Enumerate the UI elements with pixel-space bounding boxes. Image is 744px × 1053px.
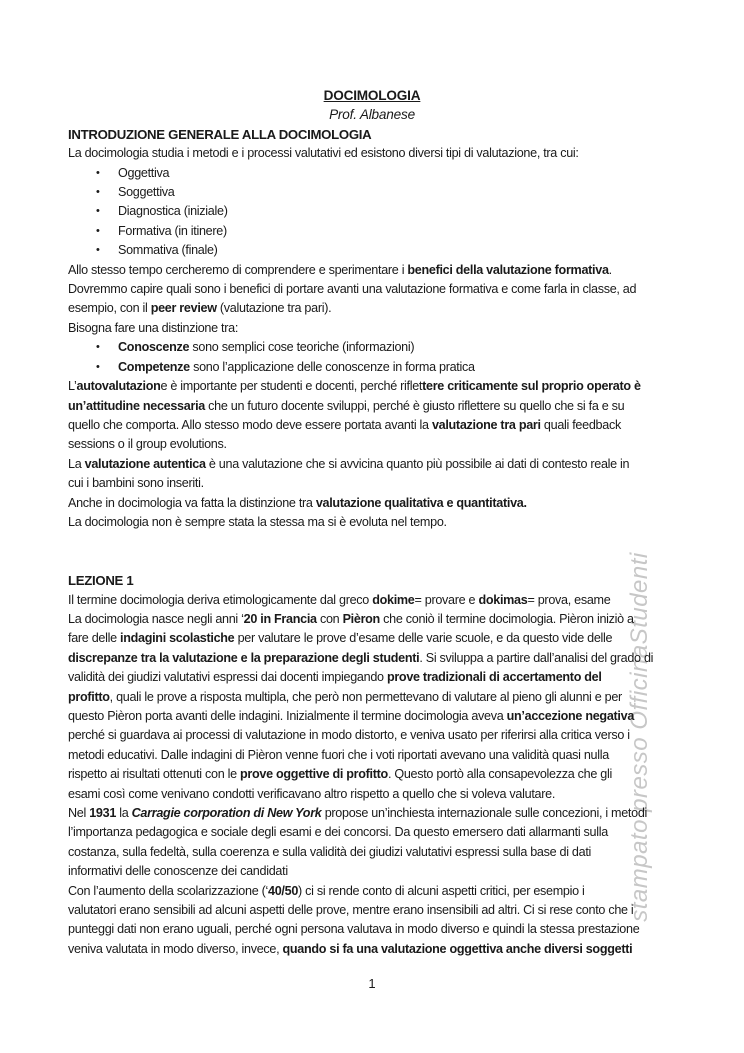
text-run: Anche in docimologia va fatta la distinzione tra [68,495,316,510]
text-run: (valutazione tra pari). [216,301,332,316]
text-run: Formativa (in itinere) [118,223,227,238]
bullet-text [118,222,227,241]
text-line [68,474,676,493]
text-run: informativi delle conoscenze dei candidati [68,864,288,879]
text-line [68,435,676,454]
text-run: La [68,456,85,471]
text-run: valutatori erano sensibili ad alcuni aspetti delle prove, mentre erano insensibili ad altri. Ci si rese conto che i [68,903,634,918]
text-run: Sommativa (finale) [118,243,218,258]
text-run: L’ [68,379,77,394]
text-run: è una valutazione che si avvicina quanto più possibile ai dati di contesto reale in [205,456,630,471]
text-line [68,746,676,765]
blank-space [68,532,676,571]
text-line [68,261,676,280]
document-header [68,86,676,125]
text-run: e è importante per studenti e docenti, perché riflet [160,379,423,394]
bullet-item [68,164,676,183]
bullet-text [118,241,218,260]
bullet-text [118,358,475,377]
text-run: tere criticamente sul proprio operato è [422,379,641,394]
page-number: 1 [368,976,376,991]
text-run: ) ci si rende conto di alcuni aspetti critici, per esempio i [298,883,585,898]
text-run: = provare e [414,592,479,607]
text-run: sono l’applicazione delle conoscenze in forma pratica [189,359,475,374]
text-run: l’importanza pedagogica e sociale degli esami e dei concorsi. Da questo emersero dati allarmanti sulla [68,825,608,840]
text-run: Il termine docimologia deriva etimologicamente dal greco [68,592,373,607]
text-run: dokime [372,592,415,607]
text-run: Allo stesso tempo cercheremo di comprendere e sperimentare i [68,262,408,277]
text-line [68,319,676,338]
text-line [68,610,676,629]
text-run: , quali le prove a risposta multipla, che però non permettevano di valutare al pieno gli alunni e per [109,689,622,704]
text-line [68,280,676,299]
text-line [68,397,676,416]
text-run: Pièron [342,611,380,626]
text-line [68,416,676,435]
section-heading: INTRODUZIONE GENERALE ALLA DOCIMOLOGIA [68,126,372,142]
text-run: perché si guardava ai processi di valutazione in modo distorto, e veniva usato per riferirsi alla critica verso i [68,728,630,743]
bullet-item [68,202,676,221]
text-run: indagini scolastiche [120,631,235,646]
bullet-icon: • [96,166,100,179]
text-run: prove tradizionali di accertamento del [386,670,602,685]
text-run: propose un’inchiesta internazionale sulle concezioni, i metodi [321,806,648,821]
text-run: fare delle [68,631,121,646]
text-run: validità dei giudizi valutativi espressi dai docenti impiegando [68,670,387,685]
text-run: peer review [150,301,217,316]
text-run: benefici della valutazione formativa [407,262,609,277]
text-run: metodi educativi. Dalle indagini di Pièron venne fuori che i voti riportati avevano una validità quasi nulla [68,747,609,762]
text-run: . Questo portò alla consapevolezza che gli [387,767,612,782]
text-run: profitto [68,689,110,704]
bullet-icon: • [96,360,100,373]
bullet-icon: • [96,205,100,218]
watermark-text: stampato presso OfficinaStudenti [626,552,653,922]
bullet-item [68,183,676,202]
text-run: cui i bambini sono inseriti. [68,476,204,491]
text-run: che un futuro docente sviluppi, perché è giusto riflettere su quello che si fa e su [204,398,625,413]
bullet-icon: • [96,341,100,354]
bullet-icon: • [96,244,100,257]
text-line [68,882,676,901]
text-line [68,804,676,823]
text-run: valutazione tra pari [431,417,541,432]
text-line [68,455,676,474]
text-run: dokimas [478,592,528,607]
text-run: 1931 [89,806,117,821]
document-title: DOCIMOLOGIA [323,88,421,103]
text-run: Competenze [118,359,190,374]
text-line [68,494,676,513]
text-line [68,629,676,648]
bullet-item [68,338,676,357]
text-run: esempio, con il [68,301,151,316]
bullet-text [118,202,228,221]
text-line [68,785,676,804]
text-run: Soggettiva [118,185,175,200]
text-line [68,823,676,842]
text-run: quando si fa una valutazione oggettiva anche diversi soggetti [282,941,633,956]
bullet-item [68,222,676,241]
text-line [68,920,676,939]
text-run: La docimologia non è sempre stata la stessa ma si è evoluta nel tempo. [68,514,447,529]
text-line [68,901,676,920]
text-run: esami così come venivano condotti verificavano altro rispetto a quello che si voleva valutare. [68,786,556,801]
text-run: che coniò il termine docimologia. Pièron iniziò a [379,611,634,626]
text-run: valutazione autentica [84,456,206,471]
text-run: questo Pièron porta avanti delle indagini. Inizialmente il termine docimologia aveva [68,708,507,723]
text-run: La docimologia studia i metodi e i processi valutativi ed esistono diversi tipi di valutazione, tra cui: [68,146,579,161]
text-run: Carragie corporation di New York [131,806,322,821]
text-line [68,668,676,687]
text-run: la [116,806,132,821]
text-run: con [316,611,343,626]
text-line [68,940,676,959]
text-line [68,707,676,726]
text-line [68,649,676,668]
text-run: Oggettiva [118,165,170,180]
bullet-item [68,241,676,260]
bullet-icon: • [96,224,100,237]
text-run: Con l’aumento della scolarizzazione (‘ [68,883,269,898]
text-run: prove oggettive di profitto [240,767,388,782]
text-run: costanza, sulla fedeltà, sulla coerenza e sulla validità dei giudizi valutativi espressi sulla base di dati [68,844,592,859]
document-body [68,125,676,959]
text-run: = prova, esame [527,592,611,607]
text-run: punteggi dati non erano uguali, perché ogni persona valutava in modo diverso e quindi la stessa prestazione [68,922,640,937]
text-line [68,591,676,610]
text-run: discrepanze tra la valutazione e la preparazione degli studenti [68,650,420,665]
text-line [68,843,676,862]
text-line [68,513,676,532]
text-run: . Si sviluppa a partire dall’analisi del grado di [419,650,654,665]
text-run: Dovremmo capire quali sono i benefici di portare avanti una valutazione formativa e come farla in classe, ad [68,282,637,297]
text-run: un’accezione negativa [506,708,635,723]
bullet-text [118,183,175,202]
section-heading: LEZIONE 1 [68,573,134,589]
text-run: Nel [68,806,90,821]
text-line [68,726,676,745]
text-run: veniva valutata in modo diverso, invece, [68,941,283,956]
bullet-icon: • [96,186,100,199]
text-run: un’attitudine necessaria [68,398,205,413]
text-line [68,144,676,163]
text-line [68,299,676,318]
text-run: Diagnostica (iniziale) [118,204,228,219]
text-run: autovalutazion [76,379,161,394]
text-line [68,377,676,396]
text-run: Conoscenze [118,340,190,355]
text-line [68,862,676,881]
text-run: valutazione qualitativa e quantitativa. [315,495,527,510]
text-run: sessions o il group evolutions. [68,437,227,452]
text-run: sono semplici cose teoriche (informazioni) [189,340,415,355]
text-run: La docimologia nasce negli anni ‘ [68,611,244,626]
bullet-text [118,164,169,183]
document-subtitle: Prof. Albanese [329,107,415,123]
text-run: rispetto ai risultati ottenuti con le [68,767,241,782]
text-run: quali feedback [540,417,621,432]
text-run: per valutare le prove d’esame delle varie scuole, e da questo vide delle [234,631,613,646]
text-run: . [608,262,612,277]
bullet-item [68,358,676,377]
text-line [68,688,676,707]
text-run: Bisogna fare una distinzione tra: [68,320,239,335]
text-run: 40/50 [268,883,299,898]
text-line [68,765,676,784]
text-run: quello che comporta. Allo stesso modo deve essere portata avanti la [68,417,432,432]
text-run: 20 in Francia [243,611,317,626]
bullet-text [118,338,414,357]
